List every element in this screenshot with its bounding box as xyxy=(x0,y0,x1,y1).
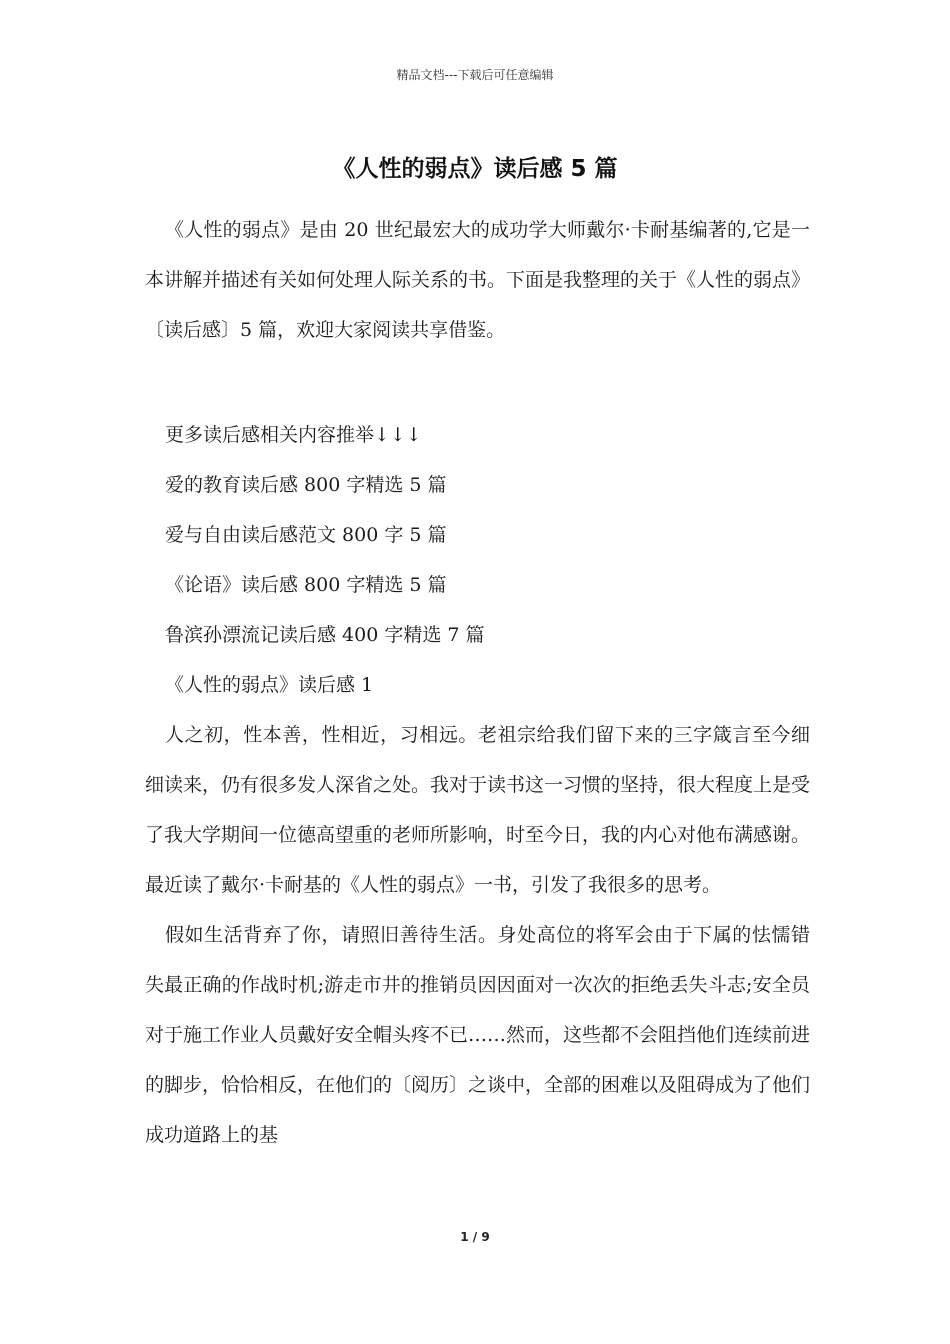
body-paragraph: 人之初，性本善，性相近，习相远。老祖宗给我们留下来的三字箴言至今细细读来，仍有很多发人深省之处。我对于读书这一习惯的坚持，很大程度上是受了我大学期间一位德高望重的老师所影响，时至今日，我的内心对他布满感谢。最近读了戴尔·卡耐基的《人性的弱点》一书，引发了我很多的思考。 xyxy=(145,724,811,896)
page-number: 1 / 9 xyxy=(460,1230,490,1244)
recommend-link: 《论语》读后感 800 字精选 5 篇 xyxy=(165,574,447,596)
document-body xyxy=(145,205,810,1160)
section-heading: 《人性的弱点》读后感 1 xyxy=(165,674,374,696)
blank-line xyxy=(145,355,810,410)
recommend-link: 鲁滨孙漂流记读后感 400 字精选 7 篇 xyxy=(165,624,485,646)
intro-paragraph: 《人性的弱点》是由 20 世纪最宏大的成功学大师戴尔·卡耐基编著的,它是一本讲解并描述有关如何处理人际关系的书。下面是我整理的关于《人性的弱点》〔读后感〕5 篇，欢迎大家阅读共享借鉴。 xyxy=(145,219,811,341)
recommend-link: 爱与自由读后感范文 800 字 5 篇 xyxy=(165,524,447,546)
recommend-link: 爱的教育读后感 800 字精选 5 篇 xyxy=(165,474,447,496)
recommend-heading: 更多读后感相关内容推举↓↓↓ xyxy=(165,424,422,446)
body-paragraph: 假如生活背弃了你，请照旧善待生活。身处高位的将军会由于下属的怯懦错失最正确的作战时机;游走市井的推销员因因面对一次次的拒绝丢失斗志;安全员对于施工作业人员戴好安全帽头疼不已……然而，这些都不会阻挡他们连续前进的脚步，恰恰相反，在他们的〔阅历〕之谈中，全部的困难以及阻碍成为了他们成功道路上的基 xyxy=(145,924,811,1146)
page-header: 精品文档---下载后可任意编辑 xyxy=(396,68,554,82)
document-title: 《人性的弱点》读后感 5 篇 xyxy=(332,156,618,182)
